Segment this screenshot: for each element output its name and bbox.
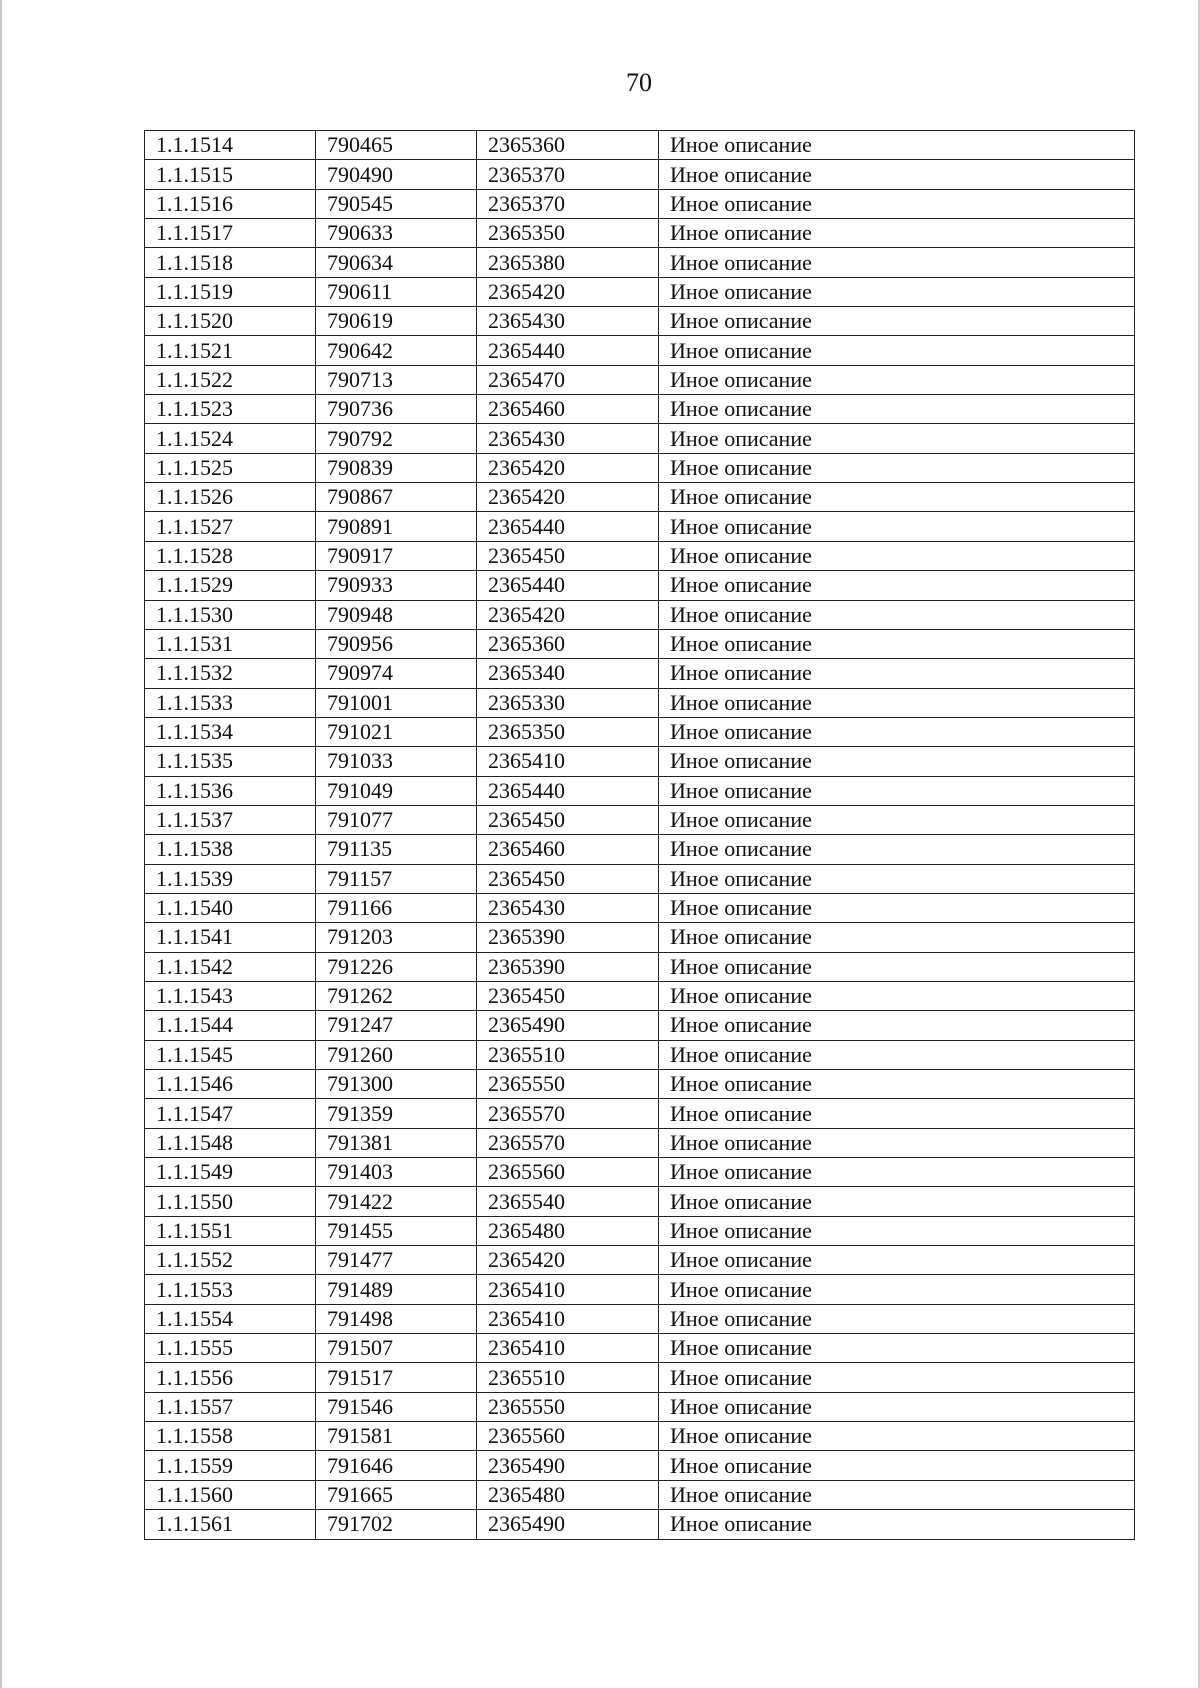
x-coordinate-cell: 791455: [316, 1216, 477, 1245]
y-coordinate-cell: 2365450: [477, 981, 659, 1010]
description-cell: Иное описание: [659, 717, 1135, 746]
description-cell: Иное описание: [659, 277, 1135, 306]
x-coordinate-cell: 790465: [316, 131, 477, 160]
table-row: [145, 981, 1135, 1010]
description-cell: Иное описание: [659, 1422, 1135, 1451]
y-coordinate-cell: 2365430: [477, 307, 659, 336]
point-number-cell: 1.1.1547: [145, 1099, 316, 1128]
y-coordinate-cell: 2365340: [477, 659, 659, 688]
table-row: [145, 1128, 1135, 1157]
y-coordinate-cell: 2365360: [477, 629, 659, 658]
x-coordinate-cell: 791157: [316, 864, 477, 893]
description-cell: Иное описание: [659, 893, 1135, 922]
y-coordinate-cell: 2365420: [477, 483, 659, 512]
x-coordinate-cell: 791021: [316, 717, 477, 746]
x-coordinate-cell: 791581: [316, 1422, 477, 1451]
point-number-cell: 1.1.1539: [145, 864, 316, 893]
description-cell: Иное описание: [659, 981, 1135, 1010]
point-number-cell: 1.1.1537: [145, 805, 316, 834]
x-coordinate-cell: 791646: [316, 1451, 477, 1480]
point-number-cell: 1.1.1516: [145, 189, 316, 218]
y-coordinate-cell: 2365370: [477, 189, 659, 218]
table-row: [145, 629, 1135, 658]
x-coordinate-cell: 791300: [316, 1070, 477, 1099]
table-row: [145, 835, 1135, 864]
y-coordinate-cell: 2365370: [477, 160, 659, 189]
table-row: [145, 336, 1135, 365]
y-coordinate-cell: 2365470: [477, 365, 659, 394]
description-cell: Иное описание: [659, 189, 1135, 218]
x-coordinate-cell: 790792: [316, 424, 477, 453]
x-coordinate-cell: 791477: [316, 1246, 477, 1275]
point-number-cell: 1.1.1561: [145, 1510, 316, 1539]
point-number-cell: 1.1.1514: [145, 131, 316, 160]
description-cell: Иное описание: [659, 336, 1135, 365]
description-cell: Иное описание: [659, 1334, 1135, 1363]
x-coordinate-cell: 790713: [316, 365, 477, 394]
y-coordinate-cell: 2365390: [477, 952, 659, 981]
point-number-cell: 1.1.1549: [145, 1158, 316, 1187]
x-coordinate-cell: 791359: [316, 1099, 477, 1128]
x-coordinate-cell: 791226: [316, 952, 477, 981]
y-coordinate-cell: 2365480: [477, 1216, 659, 1245]
x-coordinate-cell: 791001: [316, 688, 477, 717]
table-row: [145, 1187, 1135, 1216]
point-number-cell: 1.1.1524: [145, 424, 316, 453]
x-coordinate-cell: 790948: [316, 600, 477, 629]
x-coordinate-cell: 791262: [316, 981, 477, 1010]
table-row: [145, 1451, 1135, 1480]
y-coordinate-cell: 2365450: [477, 805, 659, 834]
point-number-cell: 1.1.1523: [145, 395, 316, 424]
y-coordinate-cell: 2365420: [477, 600, 659, 629]
x-coordinate-cell: 790839: [316, 453, 477, 482]
point-number-cell: 1.1.1548: [145, 1128, 316, 1157]
table-row: [145, 776, 1135, 805]
y-coordinate-cell: 2365410: [477, 747, 659, 776]
point-number-cell: 1.1.1525: [145, 453, 316, 482]
description-cell: Иное описание: [659, 1304, 1135, 1333]
table-row: [145, 1011, 1135, 1040]
description-cell: Иное описание: [659, 453, 1135, 482]
coordinates-table: [144, 130, 1135, 1540]
point-number-cell: 1.1.1530: [145, 600, 316, 629]
description-cell: Иное описание: [659, 747, 1135, 776]
table-row: [145, 1480, 1135, 1509]
y-coordinate-cell: 2365560: [477, 1158, 659, 1187]
description-cell: Иное описание: [659, 688, 1135, 717]
table-row: [145, 1158, 1135, 1187]
description-cell: Иное описание: [659, 512, 1135, 541]
table-row: [145, 864, 1135, 893]
table-row: [145, 483, 1135, 512]
y-coordinate-cell: 2365550: [477, 1070, 659, 1099]
point-number-cell: 1.1.1520: [145, 307, 316, 336]
point-number-cell: 1.1.1546: [145, 1070, 316, 1099]
scan-edge-left: [0, 0, 2, 1688]
table-row: [145, 248, 1135, 277]
description-cell: Иное описание: [659, 483, 1135, 512]
x-coordinate-cell: 791033: [316, 747, 477, 776]
table-row: [145, 923, 1135, 952]
x-coordinate-cell: 791665: [316, 1480, 477, 1509]
point-number-cell: 1.1.1538: [145, 835, 316, 864]
description-cell: Иное описание: [659, 219, 1135, 248]
x-coordinate-cell: 790634: [316, 248, 477, 277]
point-number-cell: 1.1.1521: [145, 336, 316, 365]
point-number-cell: 1.1.1519: [145, 277, 316, 306]
table-row: [145, 1304, 1135, 1333]
x-coordinate-cell: 791507: [316, 1334, 477, 1363]
table-row: [145, 747, 1135, 776]
x-coordinate-cell: 791166: [316, 893, 477, 922]
y-coordinate-cell: 2365450: [477, 541, 659, 570]
table-row: [145, 659, 1135, 688]
description-cell: Иное описание: [659, 1128, 1135, 1157]
description-cell: Иное описание: [659, 541, 1135, 570]
point-number-cell: 1.1.1541: [145, 923, 316, 952]
point-number-cell: 1.1.1515: [145, 160, 316, 189]
table-row: [145, 160, 1135, 189]
table-row: [145, 541, 1135, 570]
description-cell: Иное описание: [659, 1392, 1135, 1421]
table-row: [145, 600, 1135, 629]
point-number-cell: 1.1.1551: [145, 1216, 316, 1245]
table-row: [145, 1070, 1135, 1099]
y-coordinate-cell: 2365570: [477, 1128, 659, 1157]
point-number-cell: 1.1.1531: [145, 629, 316, 658]
table-row: [145, 365, 1135, 394]
table-row: [145, 1363, 1135, 1392]
y-coordinate-cell: 2365550: [477, 1392, 659, 1421]
x-coordinate-cell: 791403: [316, 1158, 477, 1187]
table-row: [145, 688, 1135, 717]
point-number-cell: 1.1.1552: [145, 1246, 316, 1275]
description-cell: Иное описание: [659, 805, 1135, 834]
table-row: [145, 189, 1135, 218]
y-coordinate-cell: 2365460: [477, 835, 659, 864]
table-row: [145, 1392, 1135, 1421]
x-coordinate-cell: 791422: [316, 1187, 477, 1216]
table-row: [145, 395, 1135, 424]
description-cell: Иное описание: [659, 365, 1135, 394]
x-coordinate-cell: 791077: [316, 805, 477, 834]
point-number-cell: 1.1.1544: [145, 1011, 316, 1040]
point-number-cell: 1.1.1555: [145, 1334, 316, 1363]
y-coordinate-cell: 2365420: [477, 453, 659, 482]
x-coordinate-cell: 791247: [316, 1011, 477, 1040]
x-coordinate-cell: 790736: [316, 395, 477, 424]
table-row: [145, 571, 1135, 600]
point-number-cell: 1.1.1542: [145, 952, 316, 981]
description-cell: Иное описание: [659, 1040, 1135, 1069]
table-row: [145, 219, 1135, 248]
x-coordinate-cell: 790891: [316, 512, 477, 541]
x-coordinate-cell: 791702: [316, 1510, 477, 1539]
x-coordinate-cell: 791498: [316, 1304, 477, 1333]
x-coordinate-cell: 791203: [316, 923, 477, 952]
y-coordinate-cell: 2365330: [477, 688, 659, 717]
y-coordinate-cell: 2365510: [477, 1363, 659, 1392]
point-number-cell: 1.1.1535: [145, 747, 316, 776]
x-coordinate-cell: 790917: [316, 541, 477, 570]
y-coordinate-cell: 2365350: [477, 219, 659, 248]
x-coordinate-cell: 790867: [316, 483, 477, 512]
description-cell: Иное описание: [659, 600, 1135, 629]
point-number-cell: 1.1.1545: [145, 1040, 316, 1069]
description-cell: Иное описание: [659, 1363, 1135, 1392]
point-number-cell: 1.1.1553: [145, 1275, 316, 1304]
point-number-cell: 1.1.1527: [145, 512, 316, 541]
y-coordinate-cell: 2365570: [477, 1099, 659, 1128]
y-coordinate-cell: 2365440: [477, 336, 659, 365]
description-cell: Иное описание: [659, 131, 1135, 160]
y-coordinate-cell: 2365410: [477, 1304, 659, 1333]
table-row: [145, 1099, 1135, 1128]
description-cell: Иное описание: [659, 952, 1135, 981]
description-cell: Иное описание: [659, 395, 1135, 424]
x-coordinate-cell: 790933: [316, 571, 477, 600]
description-cell: Иное описание: [659, 1187, 1135, 1216]
description-cell: Иное описание: [659, 776, 1135, 805]
description-cell: Иное описание: [659, 1510, 1135, 1539]
description-cell: Иное описание: [659, 1011, 1135, 1040]
y-coordinate-cell: 2365420: [477, 277, 659, 306]
description-cell: Иное описание: [659, 571, 1135, 600]
y-coordinate-cell: 2365430: [477, 424, 659, 453]
point-number-cell: 1.1.1536: [145, 776, 316, 805]
x-coordinate-cell: 791546: [316, 1392, 477, 1421]
description-cell: Иное описание: [659, 1070, 1135, 1099]
description-cell: Иное описание: [659, 864, 1135, 893]
point-number-cell: 1.1.1558: [145, 1422, 316, 1451]
table-row: [145, 1216, 1135, 1245]
table-row: [145, 512, 1135, 541]
point-number-cell: 1.1.1533: [145, 688, 316, 717]
table-row: [145, 1510, 1135, 1539]
description-cell: Иное описание: [659, 1099, 1135, 1128]
y-coordinate-cell: 2365410: [477, 1275, 659, 1304]
description-cell: Иное описание: [659, 1246, 1135, 1275]
table-row: [145, 453, 1135, 482]
y-coordinate-cell: 2365350: [477, 717, 659, 746]
coordinates-table-body: [145, 131, 1135, 1540]
point-number-cell: 1.1.1550: [145, 1187, 316, 1216]
description-cell: Иное описание: [659, 1451, 1135, 1480]
table-row: [145, 1422, 1135, 1451]
y-coordinate-cell: 2365440: [477, 571, 659, 600]
y-coordinate-cell: 2365480: [477, 1480, 659, 1509]
description-cell: Иное описание: [659, 923, 1135, 952]
y-coordinate-cell: 2365460: [477, 395, 659, 424]
description-cell: Иное описание: [659, 835, 1135, 864]
x-coordinate-cell: 790611: [316, 277, 477, 306]
point-number-cell: 1.1.1526: [145, 483, 316, 512]
description-cell: Иное описание: [659, 160, 1135, 189]
table-row: [145, 307, 1135, 336]
y-coordinate-cell: 2365360: [477, 131, 659, 160]
y-coordinate-cell: 2365490: [477, 1451, 659, 1480]
table-row: [145, 277, 1135, 306]
description-cell: Иное описание: [659, 1480, 1135, 1509]
x-coordinate-cell: 790545: [316, 189, 477, 218]
x-coordinate-cell: 791260: [316, 1040, 477, 1069]
point-number-cell: 1.1.1534: [145, 717, 316, 746]
y-coordinate-cell: 2365390: [477, 923, 659, 952]
y-coordinate-cell: 2365430: [477, 893, 659, 922]
x-coordinate-cell: 791381: [316, 1128, 477, 1157]
table-row: [145, 805, 1135, 834]
x-coordinate-cell: 790642: [316, 336, 477, 365]
description-cell: Иное описание: [659, 1216, 1135, 1245]
point-number-cell: 1.1.1556: [145, 1363, 316, 1392]
table-row: [145, 893, 1135, 922]
x-coordinate-cell: 790619: [316, 307, 477, 336]
point-number-cell: 1.1.1532: [145, 659, 316, 688]
point-number-cell: 1.1.1522: [145, 365, 316, 394]
table-row: [145, 1275, 1135, 1304]
description-cell: Иное описание: [659, 1158, 1135, 1187]
y-coordinate-cell: 2365380: [477, 248, 659, 277]
x-coordinate-cell: 791489: [316, 1275, 477, 1304]
table-row: [145, 1246, 1135, 1275]
page-number: 70: [626, 68, 652, 97]
point-number-cell: 1.1.1529: [145, 571, 316, 600]
y-coordinate-cell: 2365490: [477, 1510, 659, 1539]
y-coordinate-cell: 2365450: [477, 864, 659, 893]
point-number-cell: 1.1.1554: [145, 1304, 316, 1333]
description-cell: Иное описание: [659, 1275, 1135, 1304]
table-row: [145, 1040, 1135, 1069]
y-coordinate-cell: 2365490: [477, 1011, 659, 1040]
point-number-cell: 1.1.1560: [145, 1480, 316, 1509]
description-cell: Иное описание: [659, 629, 1135, 658]
table-row: [145, 717, 1135, 746]
x-coordinate-cell: 790974: [316, 659, 477, 688]
point-number-cell: 1.1.1557: [145, 1392, 316, 1421]
point-number-cell: 1.1.1540: [145, 893, 316, 922]
x-coordinate-cell: 790956: [316, 629, 477, 658]
x-coordinate-cell: 790633: [316, 219, 477, 248]
y-coordinate-cell: 2365440: [477, 512, 659, 541]
table-row: [145, 131, 1135, 160]
description-cell: Иное описание: [659, 659, 1135, 688]
point-number-cell: 1.1.1528: [145, 541, 316, 570]
point-number-cell: 1.1.1543: [145, 981, 316, 1010]
y-coordinate-cell: 2365540: [477, 1187, 659, 1216]
table-row: [145, 424, 1135, 453]
y-coordinate-cell: 2365440: [477, 776, 659, 805]
description-cell: Иное описание: [659, 307, 1135, 336]
x-coordinate-cell: 791517: [316, 1363, 477, 1392]
y-coordinate-cell: 2365510: [477, 1040, 659, 1069]
x-coordinate-cell: 791049: [316, 776, 477, 805]
point-number-cell: 1.1.1517: [145, 219, 316, 248]
x-coordinate-cell: 791135: [316, 835, 477, 864]
description-cell: Иное описание: [659, 424, 1135, 453]
point-number-cell: 1.1.1518: [145, 248, 316, 277]
table-row: [145, 952, 1135, 981]
table-row: [145, 1334, 1135, 1363]
y-coordinate-cell: 2365560: [477, 1422, 659, 1451]
point-number-cell: 1.1.1559: [145, 1451, 316, 1480]
y-coordinate-cell: 2365420: [477, 1246, 659, 1275]
description-cell: Иное описание: [659, 248, 1135, 277]
x-coordinate-cell: 790490: [316, 160, 477, 189]
y-coordinate-cell: 2365410: [477, 1334, 659, 1363]
